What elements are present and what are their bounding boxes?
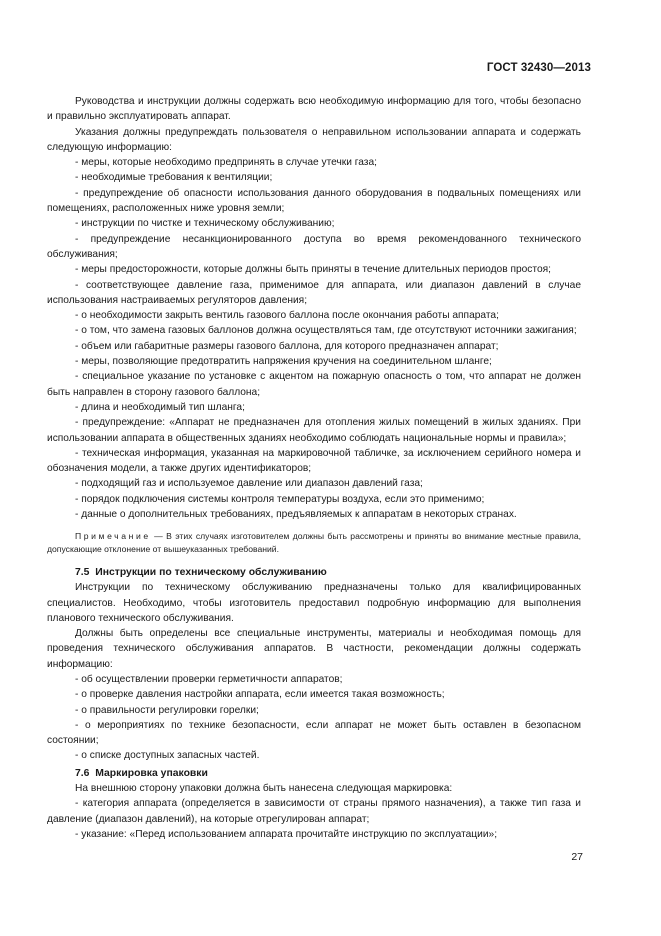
section-heading [47,766,581,781]
page-number: 27 [571,851,583,863]
section-heading [47,565,581,580]
list-item: - меры, позволяющие предотвратить напряжения кручения на соединительном шланге; [75,356,492,368]
section-title: Маркировка упаковки [95,767,208,779]
list-item: - техническая информация, указанная на маркировочной табличке, за исключением серийного номера и обозначения модели, а также других идентификаторов; [47,447,581,475]
section-title: Инструкции по техническому обслуживанию [95,566,327,578]
list-item: - предупреждение: «Аппарат не предназначен для отопления жилых помещений в жилых зданиях. При использовании аппарата в общественных зданиях необходимо соблюдать национальные нормы и правила»; [47,417,581,444]
note-text: — В этих случаях изготовителем должны быть рассмотрены и приняты во внимание местные правила, допускающие отклонение от вышеуказанных требований. [47,531,581,554]
list-item: - меры, которые необходимо предпринять в случае утечки газа; [75,157,377,169]
list-item: - указание: «Перед использованием аппарата прочитайте инструкцию по эксплуатации»; [75,828,498,840]
list-item: - о мероприятиях по технике безопасности, если аппарат не может быть оставлен в безопасном состоянии; [47,719,581,747]
paragraph: На внешнюю сторону упаковки должна быть нанесена следующая маркировка: [75,783,453,795]
list-item: - порядок подключения системы контроля температуры воздуха, если это применимо; [75,493,485,505]
paragraph: Инструкции по техническому обслуживанию предназначены только для квалифицированных специалистов. Необходимо, чтобы изготовитель предоставил подробную информацию для выполнения планового технического обслуживания. [47,582,581,624]
note [47,530,581,555]
document-code: ГОСТ 32430—2013 [486,62,591,74]
list-item: - меры предосторожности, которые должны быть приняты в течение длительных периодов простоя; [75,264,551,276]
list-item: - предупреждение об опасности использования данного оборудования в подвальных помещениях или помещениях, расположенных ниже уровня земли; [47,187,581,215]
list-item: - длина и необходимый тип шланга; [75,401,245,413]
page-content [47,94,581,842]
section-7-5 [47,565,581,764]
list-item: - инструкции по чистке и техническому обслуживанию; [75,218,335,230]
list-item: - подходящий газ и используемое давление или диапазон давлений газа; [75,478,423,490]
list-item: - о списке доступных запасных частей. [75,750,260,762]
list-item: - предупреждение несанкционированного доступа во время рекомендованного технического обслуживания; [47,233,581,260]
section-number: 7.5 [75,566,90,578]
section-number: 7.6 [75,767,90,779]
list-item: - специальное указание по установке с акцентом на пожарную опасность о том, что аппарат не должен быть направлен в сторону газового баллона; [47,371,581,398]
list-item: - о том, что замена газовых баллонов должна осуществляться там, где отсутствуют источники зажигания; [75,325,577,337]
note-label: Примечание [75,531,151,542]
list-item: - об осуществлении проверки герметичности аппаратов; [75,673,343,685]
intro-block [47,94,581,555]
list-item: - о проверке давления настройки аппарата, если имеется такая возможность; [75,689,445,701]
paragraph: Должны быть определены все специальные инструменты, материалы и необходимая помощь для проведения технического обслуживания аппаратов. В частности, рекомендации должны содержать информацию: [47,628,581,670]
list-item: - категория аппарата (определяется в зависимости от страны прямого назначения), а также тип газа и давление (диапазон давлений), на которые отрегулирован аппарат; [47,798,581,825]
list-item: - о правильности регулировки горелки; [75,704,259,716]
section-7-6 [47,766,581,842]
list-item: - необходимые требования к вентиляции; [75,172,273,184]
list-item: - объем или габаритные размеры газового баллона, для которого предназначен аппарат; [75,340,499,352]
paragraph: Руководства и инструкции должны содержать всю необходимую информацию для того, чтобы безопасно и правильно эксплуатировать аппарат. [47,96,581,123]
list-item: - о необходимости закрыть вентиль газового баллона после окончания работы аппарата; [75,310,499,322]
list-item: - соответствующее давление газа, применимое для аппарата, или диапазон давлений в случае использования настраиваемых регуляторов давления; [47,279,581,306]
list-item: - данные о дополнительных требованиях, предъявляемых к аппаратам в некоторых странах. [75,509,517,521]
paragraph: Указания должны предупреждать пользователя о неправильном использовании аппарата и содержать следующую информацию: [47,126,581,153]
